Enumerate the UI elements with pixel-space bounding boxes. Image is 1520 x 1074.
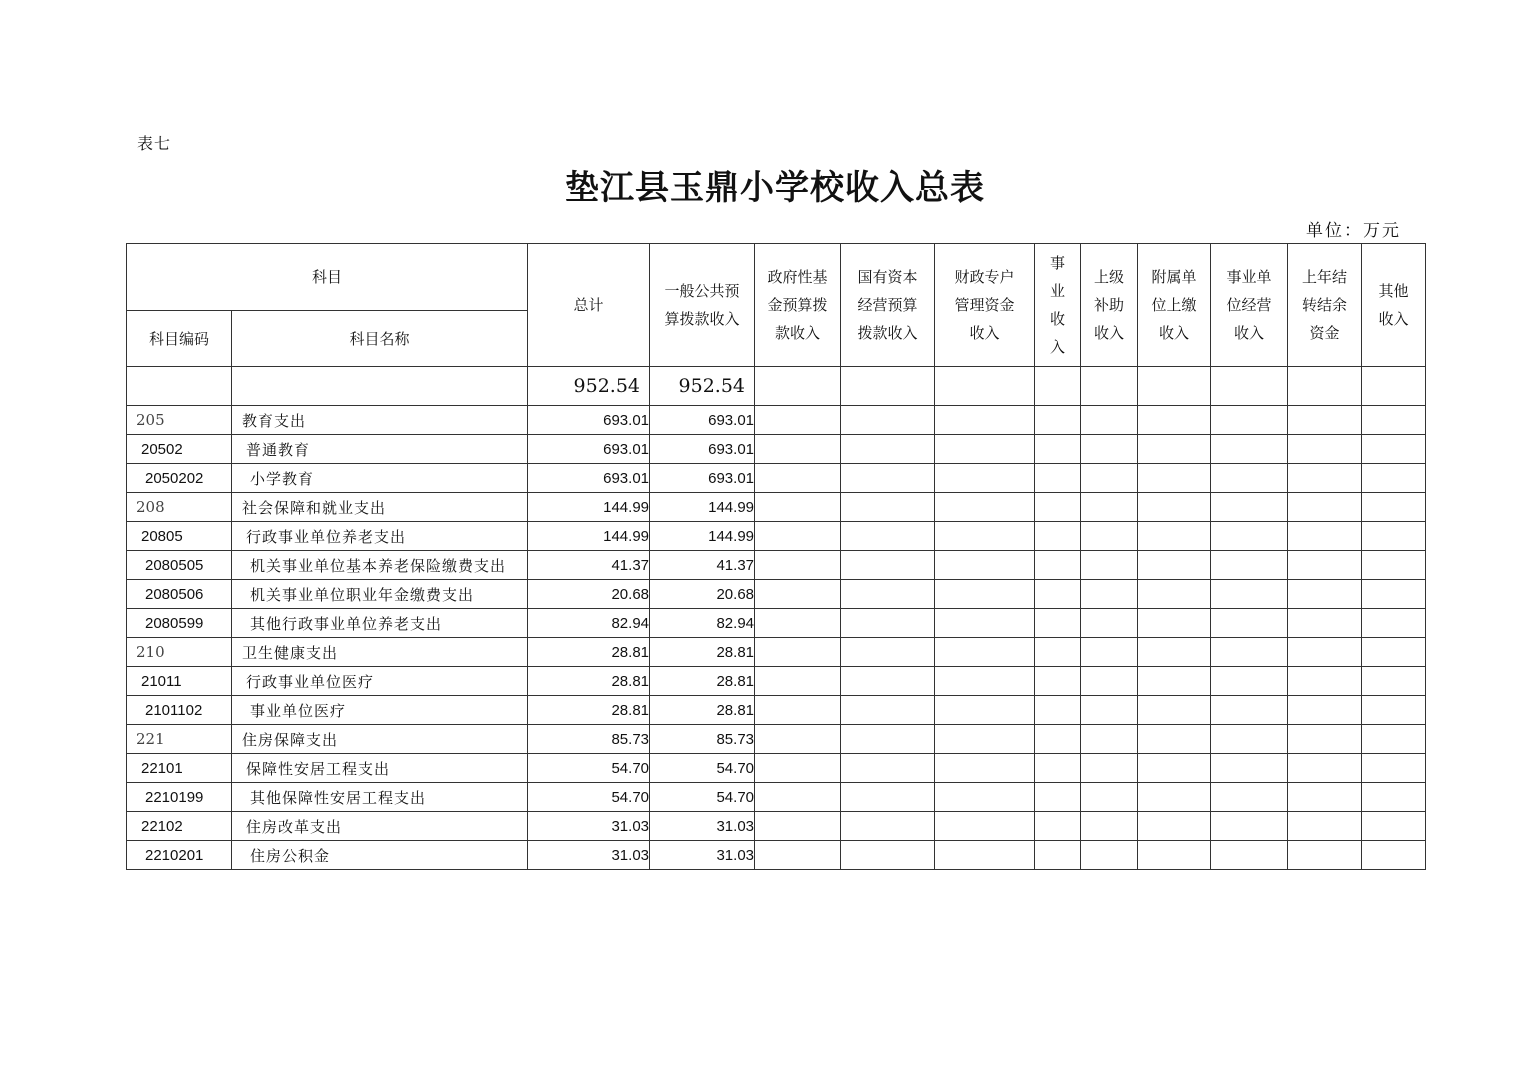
empty-cell <box>1211 406 1288 435</box>
empty-cell <box>755 580 841 609</box>
general-budget-header: 一般公共预 算拨款收入 <box>650 244 755 367</box>
empty-cell <box>1362 841 1426 870</box>
subject-code-cell: 221 <box>127 725 232 754</box>
empty-cell <box>1081 464 1138 493</box>
empty-cell <box>1138 754 1211 783</box>
superior-subsidy-header: 上级 补助 收入 <box>1081 244 1138 367</box>
empty-cell <box>1362 812 1426 841</box>
empty-cell <box>935 841 1035 870</box>
table-row <box>127 754 1426 783</box>
empty-cell <box>841 754 935 783</box>
empty-cell <box>1288 522 1362 551</box>
empty-cell <box>841 406 935 435</box>
subject-name-cell: 其他行政事业单位养老支出 <box>232 609 528 638</box>
empty-cell <box>1211 754 1288 783</box>
subject-code-cell: 22101 <box>127 754 232 783</box>
empty-cell <box>1035 522 1081 551</box>
empty-cell <box>1362 609 1426 638</box>
empty-cell <box>935 696 1035 725</box>
empty-cell <box>1081 783 1138 812</box>
table-body <box>127 367 1426 870</box>
table-header <box>127 244 1426 367</box>
empty-cell <box>1081 435 1138 464</box>
empty-cell <box>1081 812 1138 841</box>
empty-cell <box>1138 812 1211 841</box>
general-budget-cell: 82.94 <box>650 609 755 638</box>
empty-cell <box>935 406 1035 435</box>
empty-cell <box>1362 667 1426 696</box>
subject-name-cell: 行政事业单位养老支出 <box>232 522 528 551</box>
empty-cell <box>755 725 841 754</box>
subject-name-cell: 小学教育 <box>232 464 528 493</box>
empty-cell <box>1288 551 1362 580</box>
subject-code-cell: 22102 <box>127 812 232 841</box>
empty-cell <box>841 841 935 870</box>
empty-cell <box>1138 783 1211 812</box>
table-row <box>127 841 1426 870</box>
general-budget-cell: 693.01 <box>650 406 755 435</box>
empty-cell <box>1211 696 1288 725</box>
empty-cell <box>1362 435 1426 464</box>
table-row <box>127 464 1426 493</box>
empty-cell <box>1288 493 1362 522</box>
carryover-header: 上年结 转结余 资金 <box>1288 244 1362 367</box>
empty-cell <box>755 493 841 522</box>
empty-cell <box>935 435 1035 464</box>
subject-code-cell: 20502 <box>127 435 232 464</box>
table-row <box>127 812 1426 841</box>
subject-name-cell: 住房保障支出 <box>232 725 528 754</box>
empty-cell <box>1138 841 1211 870</box>
empty-cell <box>841 435 935 464</box>
empty-cell <box>1138 725 1211 754</box>
total-cell: 41.37 <box>528 551 650 580</box>
empty-cell <box>1211 493 1288 522</box>
empty-cell <box>1211 435 1288 464</box>
empty-cell <box>1288 841 1362 870</box>
total-cell: 31.03 <box>528 812 650 841</box>
empty-cell <box>1362 783 1426 812</box>
empty-cell <box>1138 580 1211 609</box>
empty-cell <box>755 464 841 493</box>
empty-cell <box>935 551 1035 580</box>
total-cell: 54.70 <box>528 783 650 812</box>
empty-cell <box>755 841 841 870</box>
empty-cell <box>1035 551 1081 580</box>
total-cell: 144.99 <box>528 493 650 522</box>
empty-cell <box>1081 551 1138 580</box>
general-budget-cell: 28.81 <box>650 638 755 667</box>
empty-cell <box>755 435 841 464</box>
empty-cell <box>1211 580 1288 609</box>
empty-cell <box>841 580 935 609</box>
total-cell: 85.73 <box>528 725 650 754</box>
general-budget-cell: 31.03 <box>650 841 755 870</box>
empty-cell <box>755 667 841 696</box>
empty-cell <box>935 522 1035 551</box>
empty-cell <box>935 580 1035 609</box>
subject-code-cell: 2080506 <box>127 580 232 609</box>
empty-cell <box>1081 725 1138 754</box>
subject-code-cell: 2210201 <box>127 841 232 870</box>
subject-name-cell: 社会保障和就业支出 <box>232 493 528 522</box>
total-cell: 693.01 <box>528 406 650 435</box>
table-row <box>127 551 1426 580</box>
table-row <box>127 435 1426 464</box>
empty-cell <box>1081 696 1138 725</box>
subject-name-header: 科目名称 <box>232 311 528 367</box>
general-budget-cell: 144.99 <box>650 522 755 551</box>
empty-cell <box>841 783 935 812</box>
subject-name-cell: 其他保障性安居工程支出 <box>232 783 528 812</box>
empty-cell <box>1362 522 1426 551</box>
income-summary-table <box>126 243 1426 870</box>
business-income-header: 事 业 收 入 <box>1035 244 1081 367</box>
total-row-name-cell <box>232 367 528 406</box>
empty-cell <box>1211 522 1288 551</box>
subject-name-cell: 住房公积金 <box>232 841 528 870</box>
empty-cell <box>841 812 935 841</box>
empty-cell <box>1035 406 1081 435</box>
empty-cell <box>1035 812 1081 841</box>
total-cell: 82.94 <box>528 609 650 638</box>
general-budget-cell: 31.03 <box>650 812 755 841</box>
empty-cell <box>755 783 841 812</box>
total-cell: 28.81 <box>528 667 650 696</box>
general-budget-cell: 41.37 <box>650 551 755 580</box>
empty-cell <box>1288 435 1362 464</box>
empty-cell <box>1035 841 1081 870</box>
empty-cell <box>935 493 1035 522</box>
empty-cell <box>1081 580 1138 609</box>
subject-code-cell: 2050202 <box>127 464 232 493</box>
subject-code-header: 科目编码 <box>127 311 232 367</box>
empty-cell <box>1138 406 1211 435</box>
empty-cell <box>841 493 935 522</box>
subject-name-cell: 机关事业单位基本养老保险缴费支出 <box>232 551 528 580</box>
empty-cell <box>1288 812 1362 841</box>
subject-name-cell: 事业单位医疗 <box>232 696 528 725</box>
subject-name-cell: 教育支出 <box>232 406 528 435</box>
empty-cell <box>755 406 841 435</box>
subject-code-cell: 208 <box>127 493 232 522</box>
empty-cell <box>1081 493 1138 522</box>
empty-cell <box>841 725 935 754</box>
table-row <box>127 522 1426 551</box>
empty-cell <box>841 609 935 638</box>
general-budget-cell: 28.81 <box>650 667 755 696</box>
subject-code-cell: 2080599 <box>127 609 232 638</box>
empty-cell <box>1035 783 1081 812</box>
empty-cell <box>755 609 841 638</box>
empty-cell <box>1138 609 1211 638</box>
empty-cell <box>1035 464 1081 493</box>
total-cell: 31.03 <box>528 841 650 870</box>
table-row <box>127 580 1426 609</box>
empty-cell <box>755 696 841 725</box>
empty-cell <box>841 551 935 580</box>
empty-cell <box>1211 783 1288 812</box>
empty-cell <box>755 522 841 551</box>
empty-cell <box>841 522 935 551</box>
general-budget-cell: 54.70 <box>650 783 755 812</box>
general-budget-cell: 144.99 <box>650 493 755 522</box>
empty-cell <box>1035 435 1081 464</box>
empty-cell <box>1362 580 1426 609</box>
empty-cell <box>1288 464 1362 493</box>
empty-cell <box>1362 493 1426 522</box>
empty-cell <box>1035 725 1081 754</box>
empty-cell <box>1211 812 1288 841</box>
empty-cell <box>755 638 841 667</box>
table-row <box>127 609 1426 638</box>
table-row <box>127 638 1426 667</box>
empty-cell <box>1081 406 1138 435</box>
empty-cell <box>935 754 1035 783</box>
empty-cell <box>1035 667 1081 696</box>
empty-cell <box>1035 609 1081 638</box>
empty-cell <box>755 551 841 580</box>
affiliated-unit-header: 附属单 位上缴 收入 <box>1138 244 1211 367</box>
empty-cell <box>1138 696 1211 725</box>
empty-cell <box>1288 406 1362 435</box>
empty-cell <box>935 725 1035 754</box>
empty-cell <box>1081 841 1138 870</box>
empty-cell <box>1081 638 1138 667</box>
subject-code-cell: 205 <box>127 406 232 435</box>
empty-cell <box>1035 493 1081 522</box>
table-row <box>127 783 1426 812</box>
empty-cell <box>1288 609 1362 638</box>
subject-name-cell: 行政事业单位医疗 <box>232 667 528 696</box>
empty-cell <box>1138 435 1211 464</box>
general-budget-cell: 693.01 <box>650 464 755 493</box>
subject-name-cell: 保障性安居工程支出 <box>232 754 528 783</box>
subject-name-cell: 卫生健康支出 <box>232 638 528 667</box>
empty-cell <box>1211 841 1288 870</box>
total-cell: 28.81 <box>528 696 650 725</box>
empty-cell <box>1081 609 1138 638</box>
general-budget-cell: 693.01 <box>650 435 755 464</box>
grand-total-general-budget: 952.54 <box>650 367 755 406</box>
empty-cell <box>1362 725 1426 754</box>
empty-cell <box>1211 609 1288 638</box>
empty-cell <box>841 638 935 667</box>
total-cell: 144.99 <box>528 522 650 551</box>
empty-cell <box>1288 667 1362 696</box>
empty-cell <box>1362 696 1426 725</box>
special-fund-header: 财政专户 管理资金 收入 <box>935 244 1035 367</box>
subject-name-cell: 普通教育 <box>232 435 528 464</box>
table-row <box>127 696 1426 725</box>
empty-cell <box>841 696 935 725</box>
subject-name-cell: 住房改革支出 <box>232 812 528 841</box>
empty-cell <box>1081 667 1138 696</box>
empty-cell <box>1211 638 1288 667</box>
empty-cell <box>1035 580 1081 609</box>
total-row-code-cell <box>127 367 232 406</box>
total-header: 总计 <box>528 244 650 367</box>
empty-cell <box>1288 696 1362 725</box>
empty-cell <box>1211 551 1288 580</box>
empty-cell <box>755 754 841 783</box>
state-capital-header: 国有资本 经营预算 拨款收入 <box>841 244 935 367</box>
general-budget-cell: 85.73 <box>650 725 755 754</box>
subject-header: 科目 <box>127 244 528 311</box>
empty-cell <box>1288 580 1362 609</box>
total-row <box>127 367 1426 406</box>
empty-cell <box>1288 638 1362 667</box>
empty-cell <box>1288 783 1362 812</box>
empty-cell <box>841 667 935 696</box>
empty-cell <box>1362 754 1426 783</box>
total-cell: 20.68 <box>528 580 650 609</box>
subject-code-cell: 2101102 <box>127 696 232 725</box>
operation-income-header: 事业单 位经营 收入 <box>1211 244 1288 367</box>
empty-cell <box>841 464 935 493</box>
total-cell: 28.81 <box>528 638 650 667</box>
grand-total-value: 952.54 <box>528 367 650 406</box>
document-title: 垫江县玉鼎小学校收入总表 <box>565 168 985 208</box>
empty-cell <box>1138 493 1211 522</box>
empty-cell <box>1211 725 1288 754</box>
general-budget-cell: 54.70 <box>650 754 755 783</box>
other-income-header: 其他 收入 <box>1362 244 1426 367</box>
total-cell: 54.70 <box>528 754 650 783</box>
total-cell: 693.01 <box>528 464 650 493</box>
empty-cell <box>935 609 1035 638</box>
empty-cell <box>1035 696 1081 725</box>
subject-code-cell: 21011 <box>127 667 232 696</box>
empty-cell <box>935 667 1035 696</box>
unit-label: 单位：万元 <box>1306 221 1401 241</box>
empty-cell <box>1035 638 1081 667</box>
empty-cell <box>1211 667 1288 696</box>
general-budget-cell: 20.68 <box>650 580 755 609</box>
empty-cell <box>1035 754 1081 783</box>
empty-cell <box>1081 522 1138 551</box>
subject-code-cell: 2080505 <box>127 551 232 580</box>
empty-cell <box>1138 638 1211 667</box>
empty-cell <box>935 638 1035 667</box>
empty-cell <box>935 464 1035 493</box>
table-row <box>127 493 1426 522</box>
empty-cell <box>1138 551 1211 580</box>
subject-code-cell: 20805 <box>127 522 232 551</box>
subject-name-cell: 机关事业单位职业年金缴费支出 <box>232 580 528 609</box>
empty-cell <box>935 812 1035 841</box>
empty-cell <box>1211 464 1288 493</box>
empty-cell <box>1288 725 1362 754</box>
gov-fund-header: 政府性基 金预算拨 款收入 <box>755 244 841 367</box>
empty-cell <box>1138 464 1211 493</box>
table-row <box>127 667 1426 696</box>
empty-cell <box>1138 522 1211 551</box>
general-budget-cell: 28.81 <box>650 696 755 725</box>
total-cell: 693.01 <box>528 435 650 464</box>
table-number-label: 表七 <box>137 134 172 153</box>
empty-cell <box>1362 464 1426 493</box>
empty-cell <box>755 812 841 841</box>
table-row <box>127 725 1426 754</box>
subject-code-cell: 210 <box>127 638 232 667</box>
empty-cell <box>1362 406 1426 435</box>
table-row <box>127 406 1426 435</box>
empty-cell <box>1138 667 1211 696</box>
empty-cell <box>1288 754 1362 783</box>
empty-cell <box>1362 551 1426 580</box>
empty-cell <box>1362 638 1426 667</box>
empty-cell <box>1081 754 1138 783</box>
empty-cell <box>935 783 1035 812</box>
subject-code-cell: 2210199 <box>127 783 232 812</box>
